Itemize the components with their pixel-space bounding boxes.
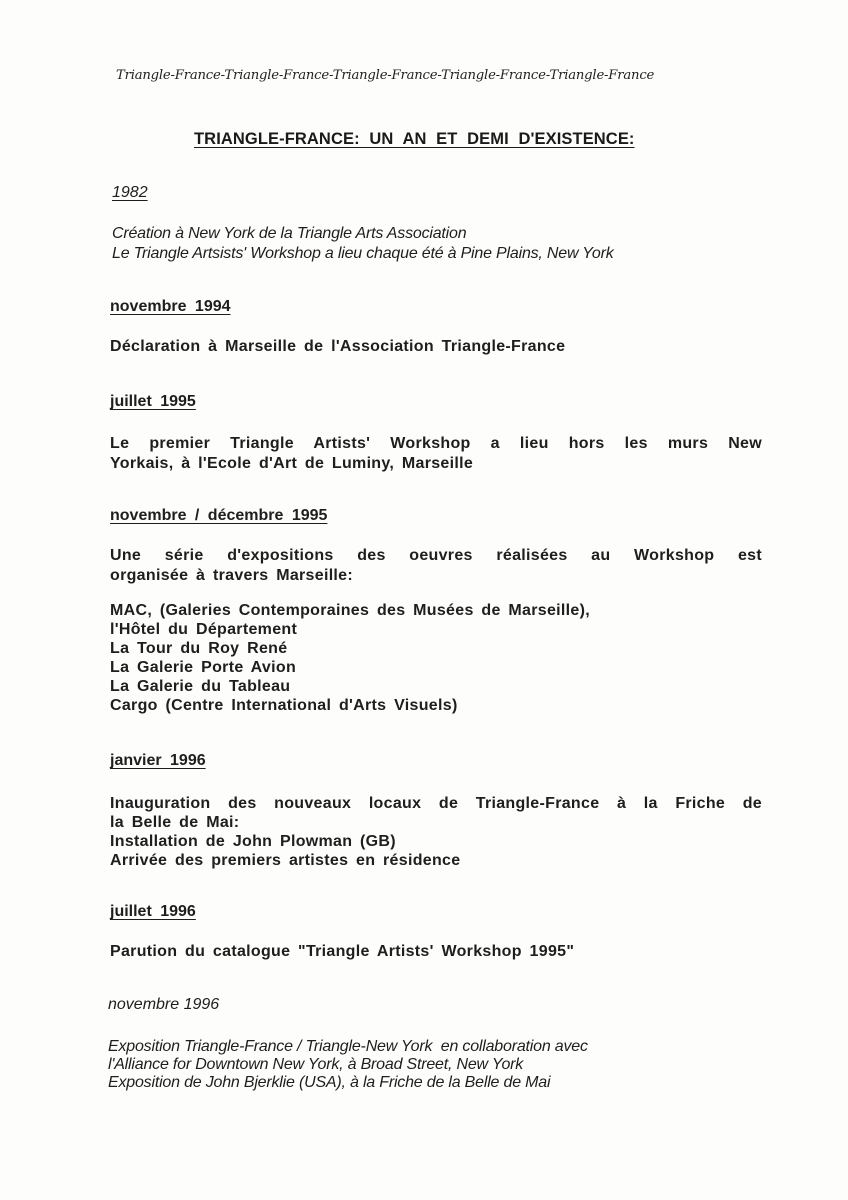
text-line: Arrivée des premiers artistes en résidence [110, 852, 461, 869]
text-line: Parution du catalogue "Triangle Artists' Workshop 1995" [110, 943, 575, 960]
section-body-nov-dec-1995 [110, 546, 762, 586]
section-date-nov-1994: novembre 1994 [110, 298, 231, 315]
text-line: Création à New York de la Triangle Arts Association [112, 225, 467, 242]
venue-item: La Galerie Porte Avion [110, 659, 297, 676]
text-line: Inauguration des nouveaux locaux de Triangle-France à la Friche de [110, 795, 762, 812]
section-date-jul-1996: juillet 1996 [110, 903, 196, 920]
text-line: organisée à travers Marseille: [110, 567, 354, 584]
section-body-jan-1996 [110, 794, 762, 870]
text-line: Installation de John Plowman (GB) [110, 833, 396, 850]
venue-list [110, 601, 590, 715]
section-body-jul-1996 [110, 942, 574, 962]
venue-item: Cargo (Centre International d'Arts Visuels) [110, 697, 458, 714]
venue-item: l'Hôtel du Département [110, 621, 298, 638]
venue-item: MAC, (Galeries Contemporaines des Musées de Marseille), [110, 602, 590, 619]
section-body-1982 [112, 224, 614, 264]
text-line: Déclaration à Marseille de l'Association Triangle-France [110, 338, 566, 355]
text-line: Yorkais, à l'Ecole d'Art de Luminy, Marseille [110, 455, 474, 472]
section-date-jul-1995: juillet 1995 [110, 393, 196, 410]
section-body-nov-1994 [110, 337, 565, 357]
text-line: la Belle de Mai: [110, 814, 240, 831]
section-date-nov-1996: novembre 1996 [108, 996, 220, 1013]
section-date-nov-dec-1995: novembre / décembre 1995 [110, 507, 328, 524]
text-line: l'Alliance for Downtown New York, à Broad Street, New York [108, 1056, 524, 1073]
document-title: TRIANGLE-FRANCE: UN AN ET DEMI D'EXISTENCE: [194, 130, 635, 148]
section-body-nov-1996 [108, 1038, 588, 1092]
section-date-1982: 1982 [112, 184, 148, 201]
text-line: Exposition de John Bjerklie (USA), à la Friche de la Belle de Mai [108, 1074, 551, 1091]
text-line: Le premier Triangle Artists' Workshop a lieu hors les murs New [110, 435, 762, 452]
section-date-jan-1996: janvier 1996 [110, 752, 206, 769]
text-line: Le Triangle Artsists' Workshop a lieu chaque été à Pine Plains, New York [112, 245, 614, 262]
text-line: Exposition Triangle-France / Triangle-New York en collaboration avec [108, 1038, 588, 1055]
venue-item: La Galerie du Tableau [110, 678, 291, 695]
venue-item: La Tour du Roy René [110, 640, 288, 657]
text-line: Une série d'expositions des oeuvres réalisées au Workshop est [110, 547, 762, 564]
running-header: Triangle-France-Triangle-France-Triangle-France-Triangle-France-Triangle-France [116, 68, 655, 83]
section-body-jul-1995 [110, 434, 762, 474]
